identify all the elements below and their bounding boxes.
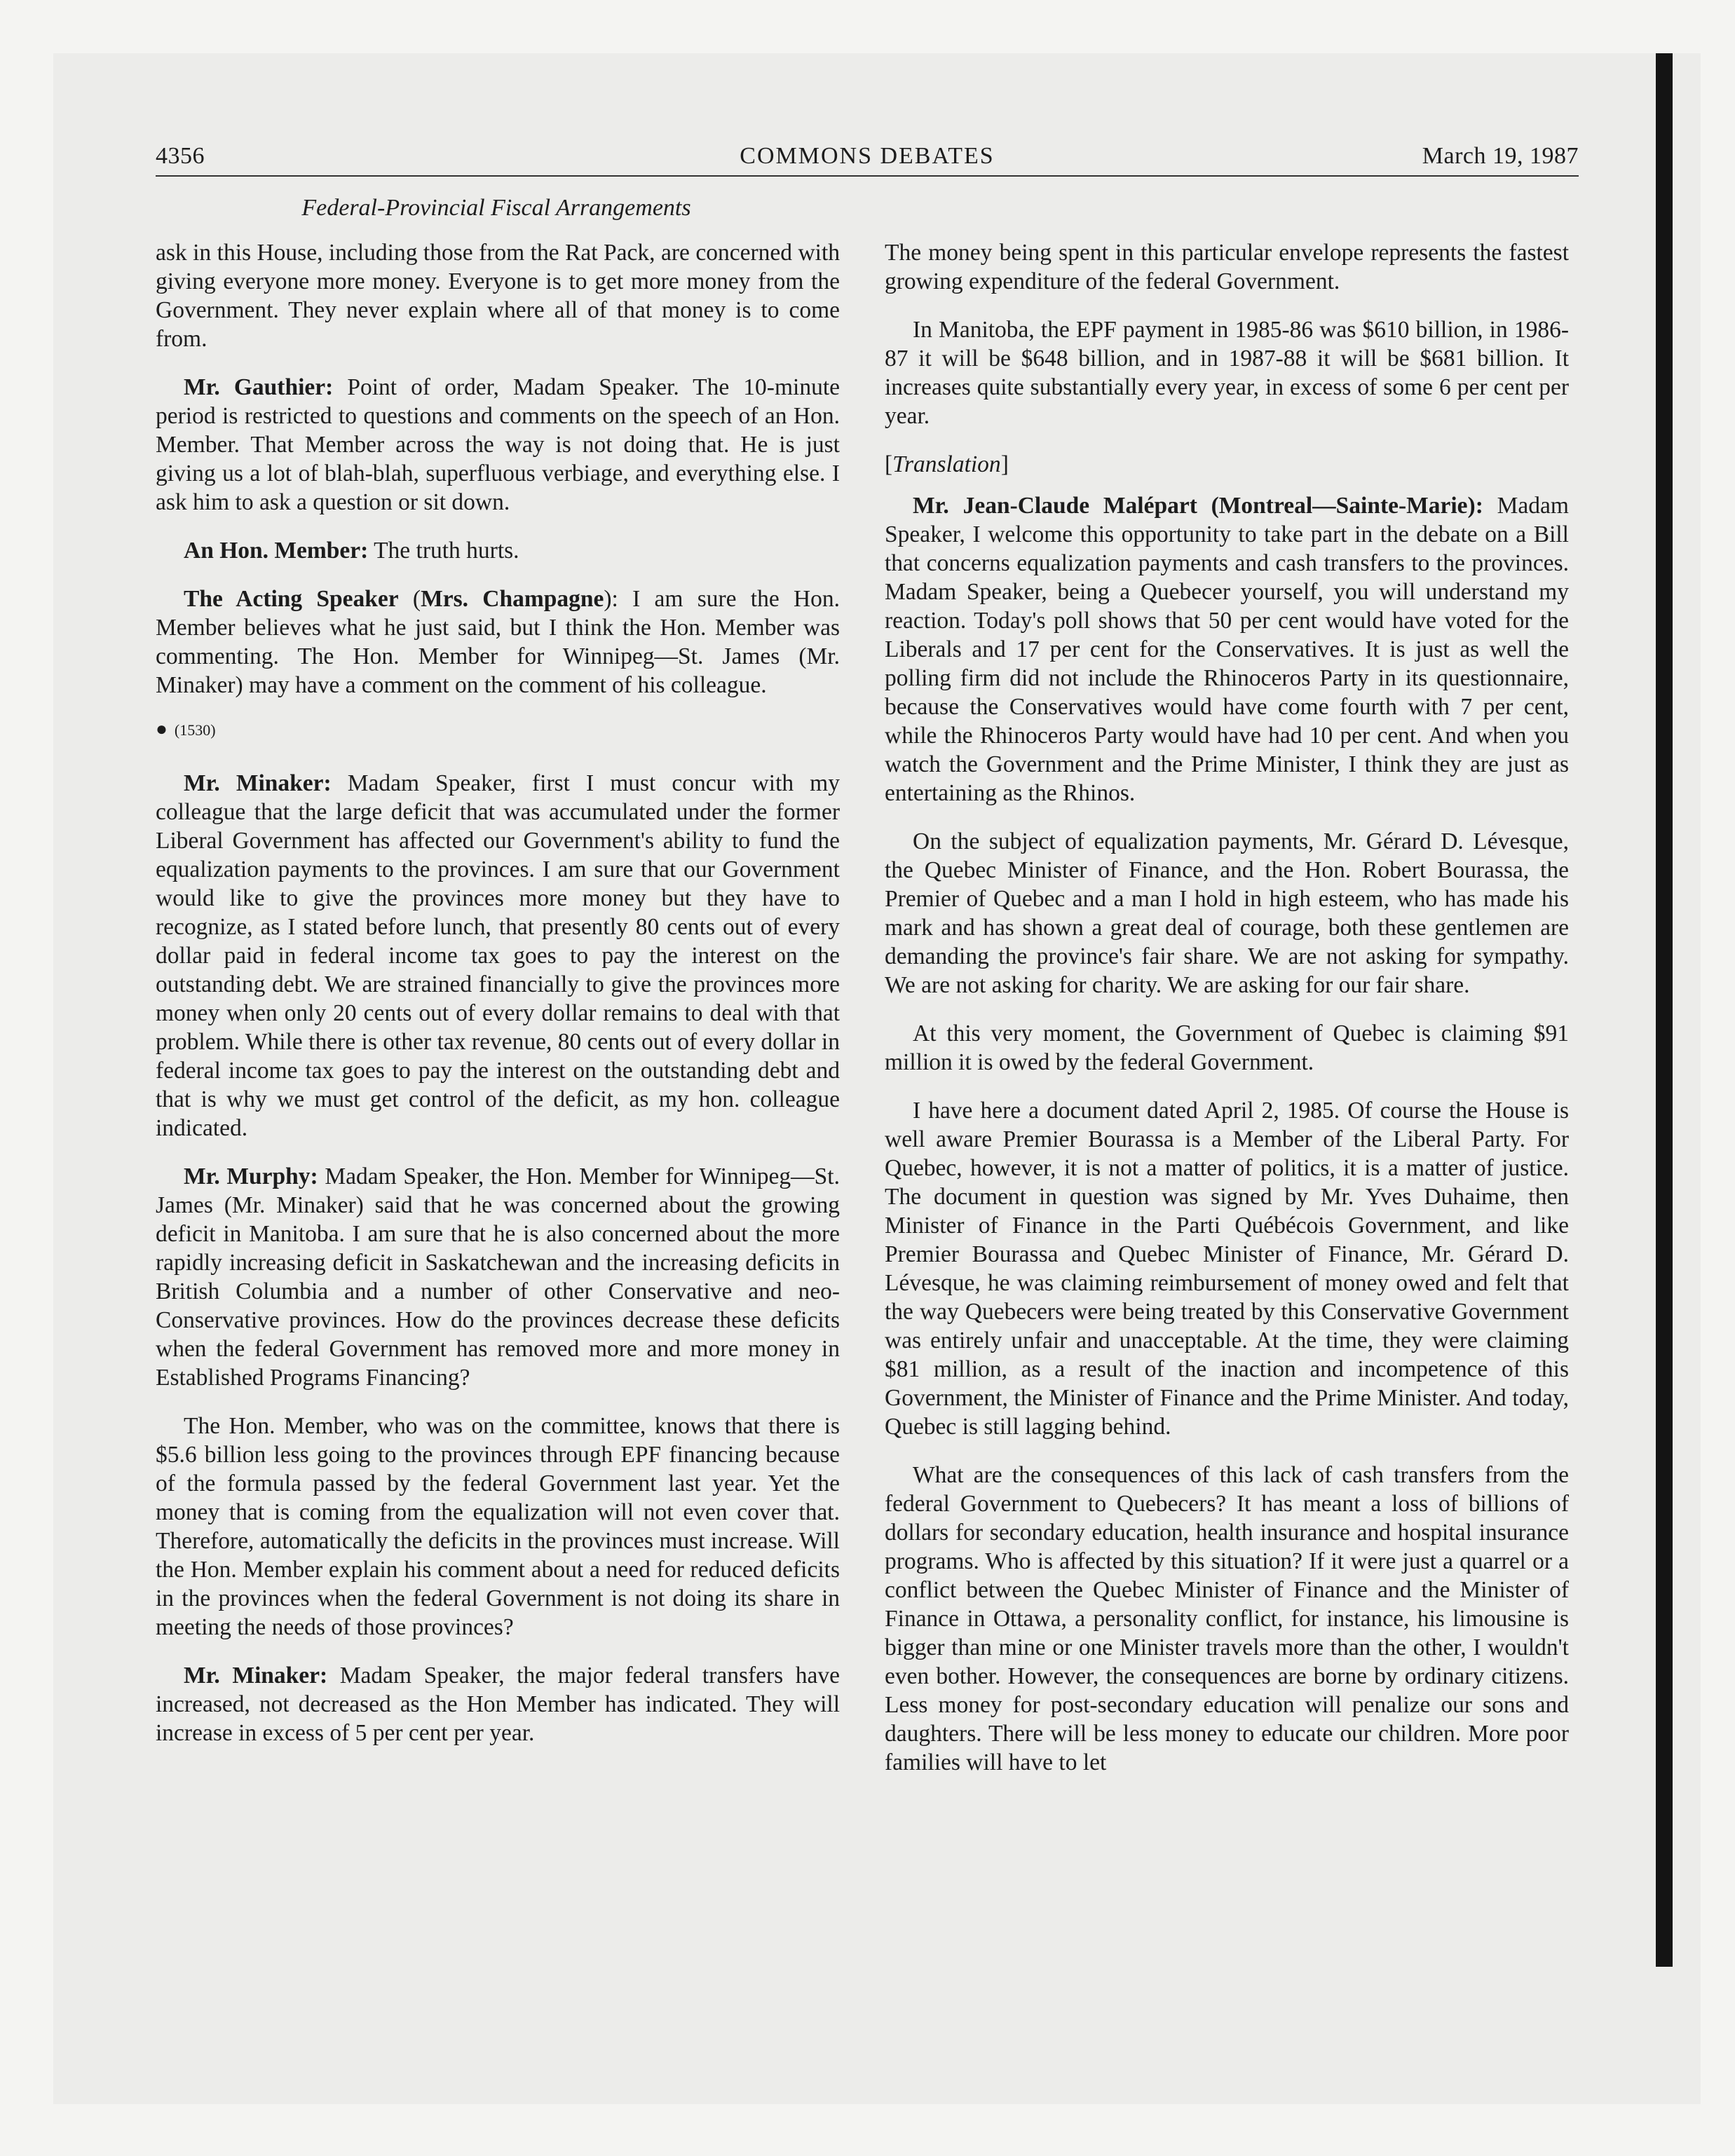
speaker-name: Mrs. Champagne — [421, 586, 604, 612]
bracket: ] — [1000, 451, 1009, 477]
publication-title: COMMONS DEBATES — [740, 143, 995, 169]
time-marker-text: (1530) — [174, 721, 216, 739]
speaker-paren: ( — [398, 586, 421, 612]
paragraph: I have here a document dated April 2, 1985. Of course the House is well aware Premier Bourassa is a Member of the Liberal Party. For Quebec, however, it is not a matter of politics, it is a matter of justice. The document in question was signed by Mr. Yves Duhaime, then Minister of Finance in the Parti Québécois Government, and like Premier Bourassa and Quebec Minister of Finance, Mr. Gérard D. Lévesque, he was claiming reimbursement of money owed and felt that the way Quebecers were being treated by this Conservative Government was entirely unfair and unacceptable. At the time, they were claiming $81 million, as a result of the inaction and incompetence of this Government, the Minister of Finance and the Prime Minister. And today, Quebec is still lagging behind. — [885, 1098, 1569, 1440]
speaker-name: Mr. Minaker: — [184, 1663, 328, 1688]
paragraph: At this very moment, the Government of Quebec is claiming $91 million it is owed by the federal Government. — [885, 1021, 1569, 1075]
paragraph — [156, 585, 840, 700]
paragraph: On the subject of equalization payments, Mr. Gérard D. Lévesque, the Quebec Minister of Finance, and the Hon. Robert Bourassa, the Premier of Quebec and a man I hold in high esteem, who has made his mark and has shown a great deal of courage, both these gentlemen are demanding the province's fair share. We are not asking for sympathy. We are not asking for charity. We are asking for our fair share. — [885, 828, 1569, 998]
paragraph — [885, 491, 1569, 807]
publication-date: March 19, 1987 — [1422, 143, 1579, 169]
speaker-name: Mr. Jean-Claude Malépart (Montreal—Sainte-Marie): — [913, 493, 1483, 519]
paragraph: The money being spent in this particular envelope represents the fastest growing expenditure of the federal Government. — [885, 240, 1569, 294]
left-column — [156, 238, 840, 1767]
speaker-paren: ): — [604, 586, 618, 612]
bullet-icon: ● — [156, 718, 168, 740]
speech-text: The truth hurts. — [368, 538, 519, 564]
speaker-name: An Hon. Member: — [184, 538, 369, 564]
paragraph — [156, 1162, 840, 1392]
paragraph — [156, 1661, 840, 1747]
page-number: 4356 — [156, 143, 205, 169]
paragraph: ask in this House, including those from the Rat Pack, are concerned with giving everyone more money. Everyone is to get more money from the Government. They never explain where all of that money is to come from. — [156, 240, 840, 352]
page-header — [156, 140, 1579, 177]
paragraph: What are the consequences of this lack of cash transfers from the federal Government to Quebecers? It has meant a loss of billions of dollars for secondary education, health insurance and hospital insurance programs. Who is affected by this situation? If it were just a quarrel or a conflict between the Quebec Minister of Finance and the Minister of Finance in Ottawa, a personality conflict, for instance, his limousine is bigger than mine or one Minister travels more than the other, I wouldn't even bother. However, the consequences are borne by ordinary citizens. Less money for post-secondary education will penalize our sons and daughters. There will be less money to educate our children. More poor families will have to let — [885, 1462, 1569, 1775]
speech-text: Madam Speaker, the major federal transfers have increased, not decreased as the Hon Member has indicated. They will increase in excess of 5 per cent per year. — [156, 1663, 840, 1746]
translation-note — [885, 450, 1569, 479]
time-marker — [156, 719, 840, 741]
speech-text: Madam Speaker, the Hon. Member for Winnipeg—St. James (Mr. Minaker) said that he was concerned about the growing deficit in Manitoba. I am sure that he is also concerned about the more rapidly increasing deficit in Saskatchewan and the increasing deficits in British Columbia and a number of other Conservative and neo-Conservative provinces. How do the provinces decrease these deficits when the federal Government has removed more and more money in Established Programs Financing? — [156, 1164, 840, 1391]
paragraph: In Manitoba, the EPF payment in 1985-86 was $610 billion, in 1986-87 it will be $648 billion, and in 1987-88 it will be $681 billion. It increases quite substantially every year, in excess of some 6 per cent per year. — [885, 317, 1569, 429]
speaker-name: Mr. Minaker: — [184, 770, 332, 796]
right-column — [885, 238, 1569, 1796]
speech-text: Madam Speaker, first I must concur with my colleague that the large deficit that was accumulated under the former Liberal Government has affected our Government's ability to fund the equalization payments to the provinces. I am sure that our Government would like to give the provinces more money but they have to recognize, as I stated before lunch, that presently 80 cents out of every dollar paid in federal income tax goes to pay the interest on the outstanding debt. We are strained financially to give the provinces more money when only 20 cents out of every dollar remains to deal with that problem. While there is other tax revenue, 80 cents out of every dollar in federal income tax goes to pay the interest on the outstanding debt and that is why we must get control of the deficit, as my hon. colleague indicated. — [156, 770, 840, 1141]
speech-text: Madam Speaker, I welcome this opportunity to take part in the debate on a Bill that concerns equalization payments and cash transfers to the provinces. Madam Speaker, being a Quebecer yourself, you will understand my reaction. Today's poll shows that 50 per cent would have voted for the Liberals and 17 per cent for the Conservatives. It is just as well the polling firm did not include the Rhinoceros Party in its questionnaire, because the Conservatives would have come fourth with 7 per cent, while the Rhinoceros Party would have had 10 per cent. And when you watch the Government and the Prime Minister, I think they are just as entertaining as the Rhinos. — [885, 493, 1569, 806]
translation-label: Translation — [892, 451, 1001, 477]
speaker-name: Mr. Murphy: — [184, 1164, 318, 1189]
bracket: [ — [885, 451, 893, 477]
paragraph — [156, 536, 840, 565]
speech-text: I am sure the Hon. Member believes what he just said, but I think the Hon. Member was commenting. The Hon. Member for Winnipeg—St. James (Mr. Minaker) may have a comment on the comment of his colleague. — [156, 586, 841, 698]
paragraph — [156, 769, 840, 1142]
paragraph — [156, 373, 840, 517]
scan-edge-bar — [1656, 53, 1673, 1967]
paragraph: The Hon. Member, who was on the committee, knows that there is $5.6 billion less going to the provinces through EPF financing because of the formula passed by the federal Government last year. Yet the money that is coming from the equalization will not even cover that. Therefore, automatically the deficits in the provinces must increase. Will the Hon. Member explain his comment about a need for reduced deficits in the provinces when the federal Government is not doing its share in meeting the needs of those provinces? — [156, 1413, 840, 1640]
speaker-name: The Acting Speaker — [184, 586, 399, 612]
running-title: Federal-Provincial Fiscal Arrangements — [301, 195, 691, 221]
speaker-name: Mr. Gauthier: — [184, 374, 334, 400]
speech-text: Point of order, Madam Speaker. The 10-minute period is restricted to questions and comments on the speech of an Hon. Member. That Member across the way is not doing that. He is just giving us a lot of blah-blah, superfluous verbiage, and everything else. I ask him to ask a question or sit down. — [156, 374, 840, 515]
